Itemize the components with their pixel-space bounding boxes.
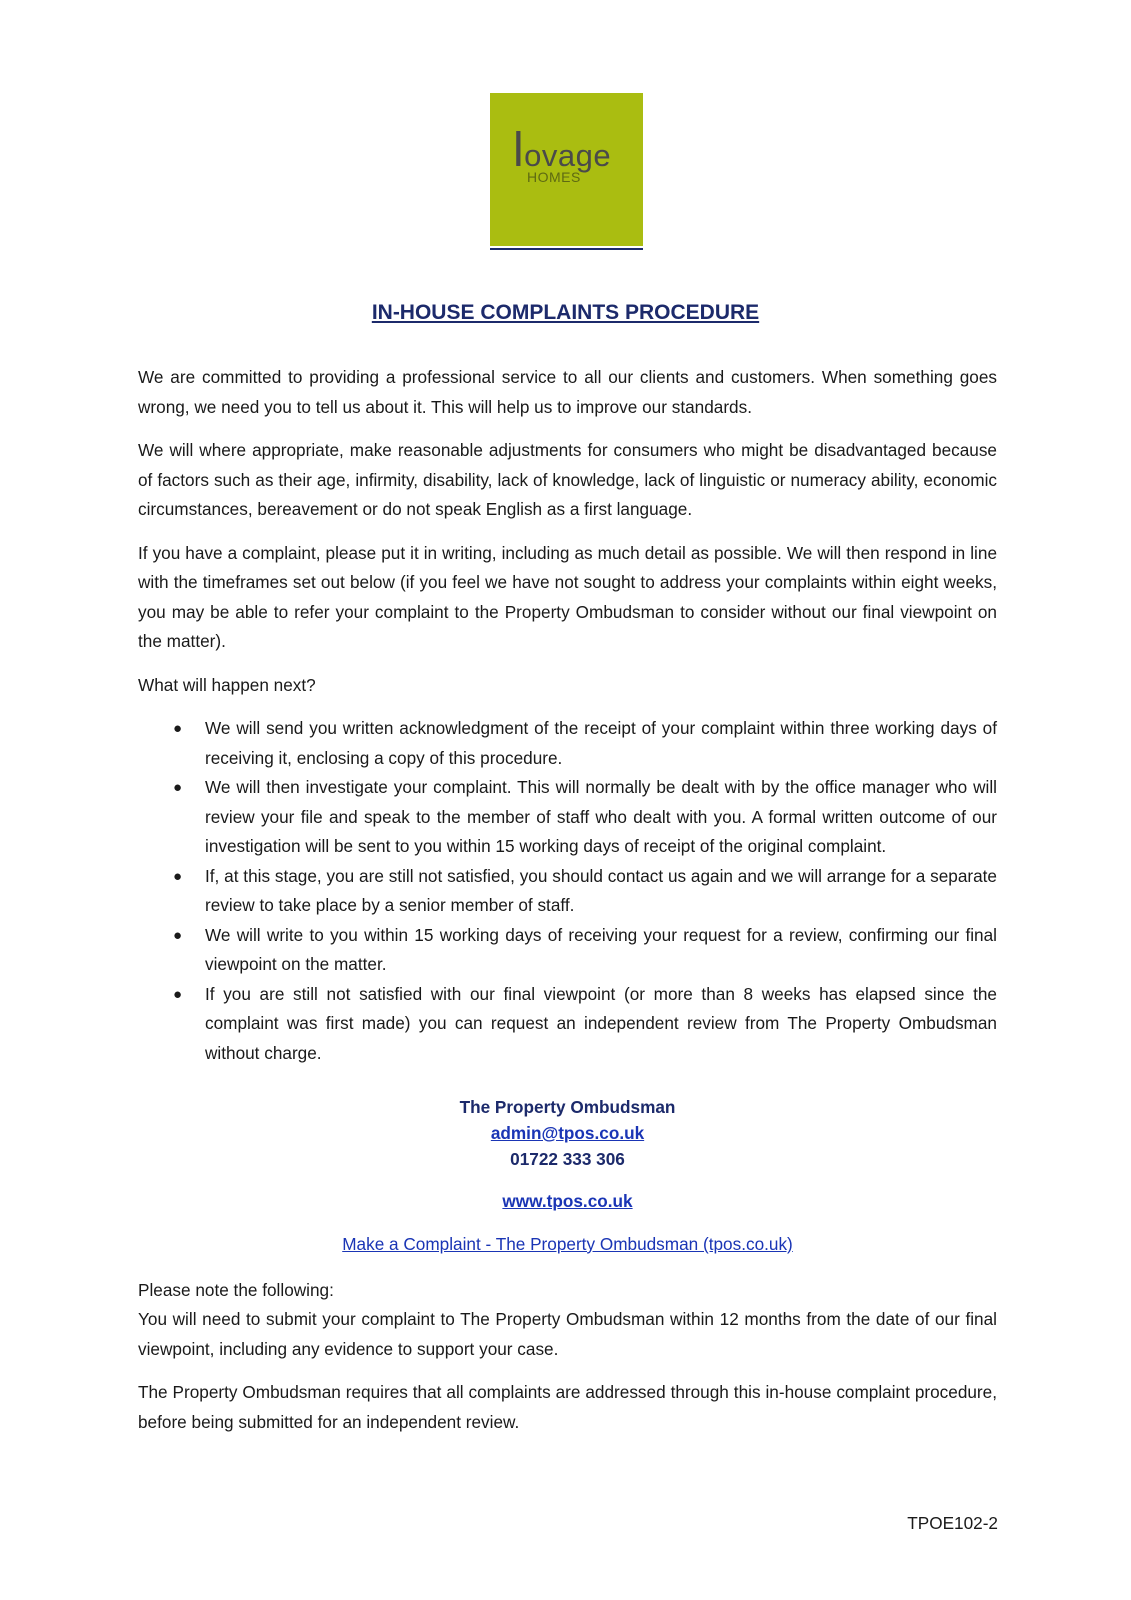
paragraph-what-next: What will happen next? bbox=[138, 674, 316, 695]
ombudsman-website-link[interactable]: www.tpos.co.uk bbox=[502, 1191, 633, 1211]
paragraph-commitment: We are committed to providing a professional service to all our clients and customers. When something goes wrong, we need you to tell us about it. This will help us to improve our standards. bbox=[138, 367, 997, 417]
ombudsman-name: The Property Ombudsman bbox=[459, 1097, 676, 1117]
paragraph-adjustments: We will where appropriate, make reasonable adjustments for consumers who might be disadvantaged because of factors such as their age, infirmity, disability, lack of knowledge, lack of linguistic or numeracy ability, economic circumstances, bereavement or do not speak English as a first language. bbox=[138, 440, 997, 519]
logo-wordmark: lovage bbox=[513, 124, 612, 177]
ombudsman-email-link[interactable]: admin@tpos.co.uk bbox=[490, 1123, 645, 1143]
list-item: ● We will send you written acknowledgment of the receipt of your complaint within three working days of receiving it, enclosing a copy of this procedure. bbox=[138, 714, 997, 773]
bullet-icon: ● bbox=[173, 926, 183, 944]
ombudsman-contact bbox=[138, 1094, 997, 1214]
document-body bbox=[138, 363, 997, 1451]
make-complaint-link[interactable]: Make a Complaint - The Property Ombudsman (tpos.co.uk) bbox=[342, 1234, 793, 1254]
ombudsman-phone: 01722 333 306 bbox=[510, 1149, 625, 1169]
document-code: TPOE102-2 bbox=[907, 1513, 998, 1533]
bullet-icon: ● bbox=[173, 720, 183, 737]
page-title: IN-HOUSE COMPLAINTS PROCEDURE bbox=[371, 301, 760, 324]
company-logo bbox=[490, 93, 643, 250]
list-item: ● We will then investigate your complaint. This will normally be dealt with by the office manager who will review your file and speak to the member of staff who dealt with you. A formal written outcome of our investigation will be sent to you within 15 working days of receipt of the original complaint. bbox=[138, 773, 997, 862]
note-heading: Please note the following: bbox=[138, 1279, 334, 1300]
note-in-house-requirement: The Property Ombudsman requires that all complaints are addressed through this in-house complaint procedure, before being submitted for an independent review. bbox=[138, 1382, 997, 1432]
bullet-icon: ● bbox=[173, 985, 183, 1003]
logo-underline bbox=[490, 248, 643, 250]
paragraph-complaint-writing: If you have a complaint, please put it in writing, including as much detail as possible. We will then respond in line with the timeframes set out below (if you feel we have not sought to address your complaints within eight weeks, you may be able to refer your complaint to the Property Ombudsman to consider without our final viewpoint on the matter). bbox=[138, 542, 997, 651]
note-submission-deadline: You will need to submit your complaint to The Property Ombudsman within 12 months from the date of our final viewpoint, including any evidence to support your case. bbox=[138, 1309, 997, 1359]
bullet-icon: ● bbox=[173, 779, 183, 796]
logo-box bbox=[490, 93, 643, 246]
list-item: ● If you are still not satisfied with our final viewpoint (or more than 8 weeks has elapsed since the complaint was first made) you can request an independent review from The Property Ombudsman without charge. bbox=[138, 980, 997, 1069]
note-section bbox=[138, 1276, 997, 1438]
list-item: ● We will write to you within 15 working days of receiving your request for a review, confirming our final viewpoint on the matter. bbox=[138, 921, 997, 980]
list-item: ● If, at this stage, you are still not satisfied, you should contact us again and we will arrange for a separate review to take place by a senior member of staff. bbox=[138, 862, 997, 921]
bullet-icon: ● bbox=[173, 867, 183, 885]
logo-subtitle: HOMES bbox=[527, 169, 581, 185]
procedure-steps-list bbox=[138, 714, 997, 1068]
